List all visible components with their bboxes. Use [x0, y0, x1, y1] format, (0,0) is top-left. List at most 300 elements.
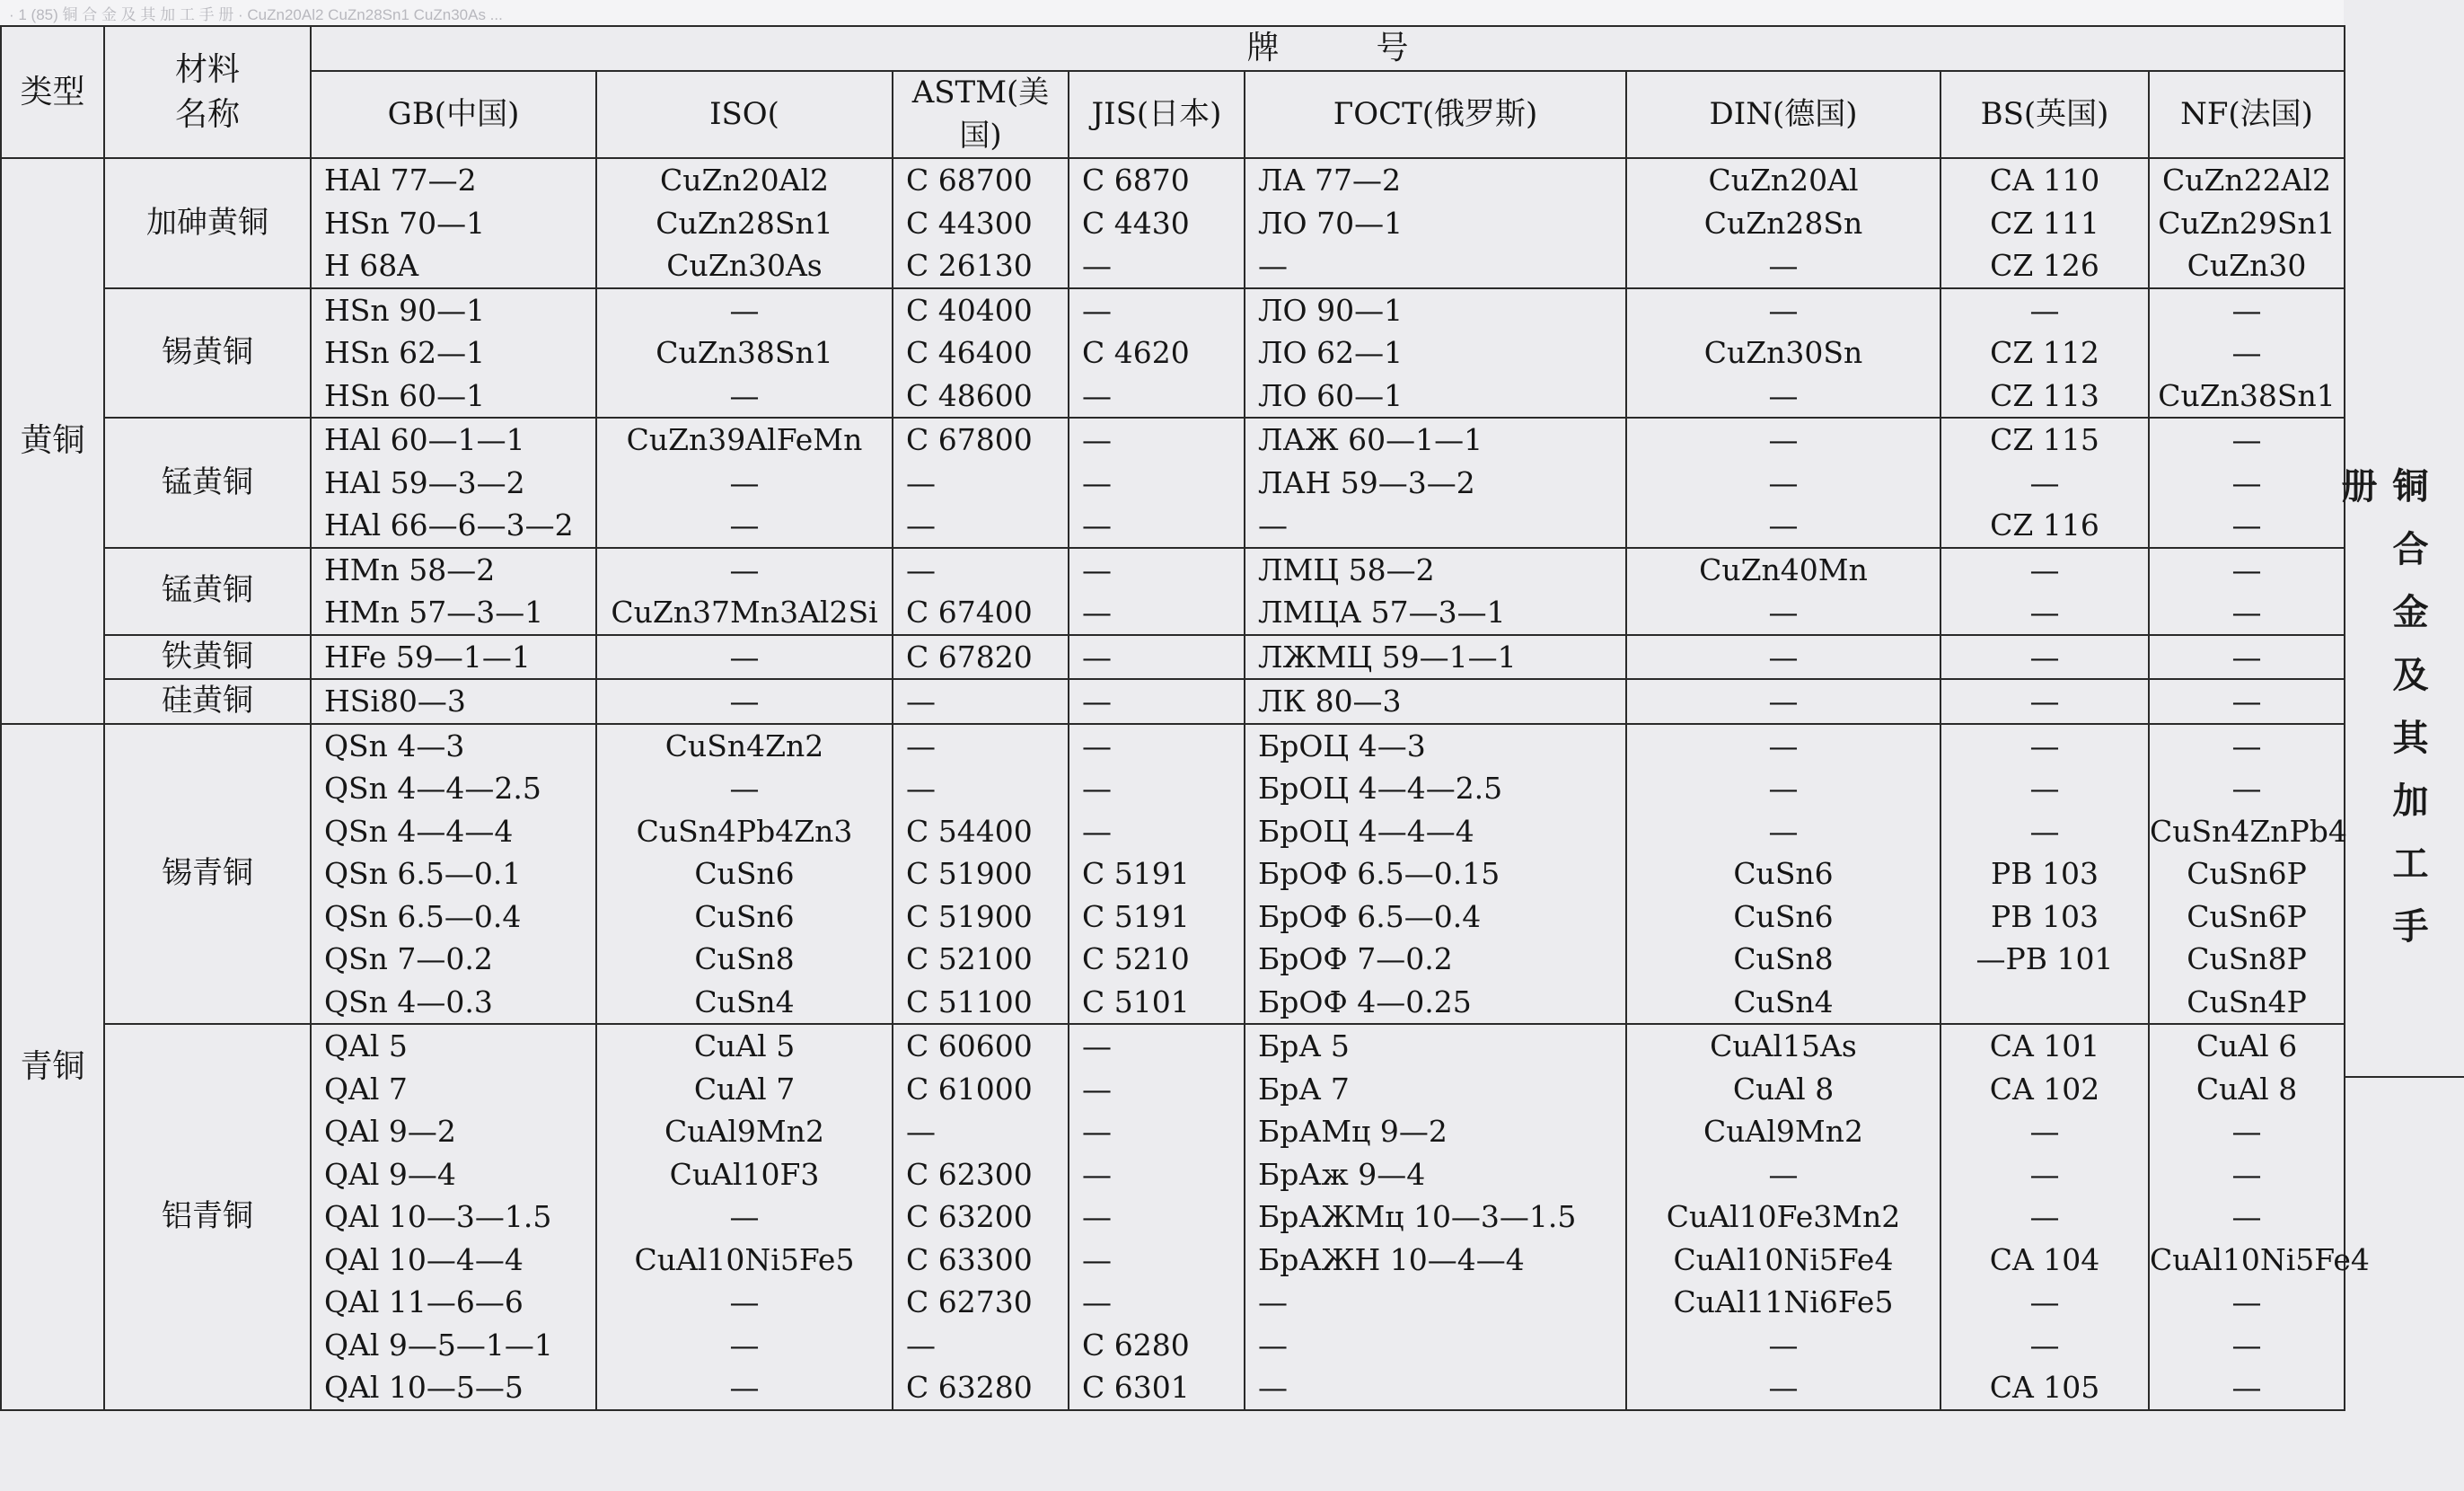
grade-value: — — [2029, 639, 2060, 675]
grade-value: C 51900 — [906, 856, 1033, 891]
grade-value: CuSn4Pb4Zn3 — [636, 813, 853, 849]
grade-value: — — [906, 771, 936, 806]
grade-value: C 46400 — [906, 335, 1033, 370]
grade-cell-1 — [596, 635, 893, 680]
grade-cell-4 — [1245, 418, 1626, 548]
grade-cell-0 — [311, 288, 596, 419]
grade-value: CuAl10Ni5Fe4 — [2150, 1241, 2370, 1277]
grade-value: QSn 4—0.3 — [324, 984, 493, 1019]
grade-value: — — [729, 292, 760, 328]
grade-value: — — [2231, 335, 2262, 370]
grade-value: HAl 60—1—1 — [324, 422, 525, 457]
grade-value: QAl 9—5—1—1 — [324, 1327, 553, 1363]
grade-value: БрАЖМц 10—3—1.5 — [1258, 1199, 1577, 1234]
grade-value: ЛО 70—1 — [1258, 205, 1404, 241]
grade-value: — — [1768, 595, 1799, 630]
grade-value: QSn 4—3 — [324, 728, 465, 763]
grade-value: CuAl9Mn2 — [1703, 1114, 1863, 1149]
grade-value: C 6280 — [1082, 1327, 1190, 1363]
grade-cell-3 — [1069, 158, 1245, 288]
grade-value: — — [1082, 813, 1112, 849]
grade-value: C 5191 — [1082, 856, 1190, 891]
grade-value: HMn 57—3—1 — [324, 595, 544, 630]
grade-cell-6 — [1940, 288, 2149, 419]
grade-value: CZ 111 — [1990, 205, 2099, 241]
grade-value: — — [2029, 813, 2060, 849]
grade-value: — — [2029, 1327, 2060, 1363]
grade-value: CuZn38Sn1 — [2158, 377, 2336, 413]
grade-value: CuSn4 — [694, 984, 795, 1019]
grade-value: — — [2029, 551, 2060, 587]
grade-value: — — [2231, 1327, 2262, 1363]
grade-value: C 5191 — [1082, 898, 1190, 934]
grade-cell-0 — [311, 1024, 596, 1410]
grade-value: — — [1082, 464, 1112, 500]
grade-value: —PB 101 — [1976, 941, 2114, 976]
grade-cell-3 — [1069, 288, 1245, 419]
grade-cell-4 — [1245, 724, 1626, 1025]
grade-value: HAl 66—6—3—2 — [324, 507, 574, 543]
grade-value: CuZn20Al2 — [659, 163, 830, 198]
grade-value: QAl 10—3—1.5 — [324, 1199, 552, 1234]
grade-value: — — [1082, 1284, 1112, 1319]
grade-cell-2 — [893, 548, 1069, 635]
grade-value: — — [729, 771, 760, 806]
grade-value: HFe 59—1—1 — [324, 639, 531, 675]
grade-cell-1 — [596, 548, 893, 635]
grade-cell-0 — [311, 635, 596, 680]
grade-value: — — [1768, 728, 1799, 763]
grade-cell-7 — [2149, 418, 2345, 548]
grade-value: — — [1082, 684, 1112, 719]
grade-value: БрА 5 — [1258, 1028, 1350, 1063]
grade-value: QAl 11—6—6 — [324, 1284, 524, 1319]
grade-value: CuZn40Mn — [1699, 551, 1868, 587]
grade-cell-4 — [1245, 548, 1626, 635]
alloy-grade-comparison-table — [0, 25, 2370, 1411]
grade-value: HAl 59—3—2 — [324, 464, 525, 500]
grade-cell-7 — [2149, 288, 2345, 419]
grade-value: — — [2029, 1284, 2060, 1319]
grade-cell-7 — [2149, 1024, 2370, 1410]
grade-cell-0 — [311, 724, 596, 1025]
grade-value: ЛЖМЦ 59—1—1 — [1258, 639, 1517, 675]
standard-header-1: ISO( — [596, 71, 893, 158]
grade-value: C 44300 — [906, 205, 1033, 241]
grade-cell-5 — [1626, 158, 1940, 288]
grade-value: — — [2231, 507, 2262, 543]
grade-value: БрОЦ 4—3 — [1258, 728, 1426, 763]
grade-value: — — [1258, 248, 1288, 283]
grade-value: БрОФ 4—0.25 — [1258, 984, 1472, 1019]
grade-value: — — [1082, 728, 1112, 763]
grade-cell-6 — [1940, 1024, 2149, 1410]
grade-value: CuSn6 — [1733, 898, 1834, 934]
grade-header: 牌 号 — [311, 26, 2345, 71]
grade-value: — — [2231, 595, 2262, 630]
grade-cell-7 — [2149, 724, 2345, 1025]
grade-cell-4 — [1245, 679, 1626, 724]
grade-value: — — [1082, 595, 1112, 630]
grade-cell-2 — [893, 158, 1069, 288]
grade-value: БрОЦ 4—4—4 — [1258, 813, 1474, 849]
grade-value: — — [906, 1114, 936, 1149]
grade-value: C 51100 — [906, 984, 1033, 1019]
material-group-row — [1, 679, 2345, 724]
grade-cell-5 — [1626, 679, 1940, 724]
grade-value: C 4620 — [1082, 335, 1190, 370]
grade-value: CuSn4P — [2187, 984, 2307, 1019]
grade-value: — — [1082, 1071, 1112, 1107]
grade-value: — — [1768, 639, 1799, 675]
grade-value: БрОЦ 4—4—2.5 — [1258, 771, 1503, 806]
grade-value: QAl 9—4 — [324, 1156, 456, 1192]
grade-value: — — [1082, 377, 1112, 413]
grade-cell-1 — [596, 679, 893, 724]
grade-value: PB 103 — [1991, 898, 2099, 934]
grade-value: — — [1258, 1370, 1288, 1405]
grade-value: — — [1082, 551, 1112, 587]
grade-value: — — [1258, 1327, 1288, 1363]
grade-value: C 67400 — [906, 595, 1033, 630]
grade-value: — — [2231, 1199, 2262, 1234]
grade-value: — — [729, 639, 760, 675]
grade-value: CuZn28Sn — [1703, 205, 1863, 241]
grade-value: — — [2231, 1114, 2262, 1149]
grade-value: H 68A — [324, 248, 419, 283]
standard-header-2: ASTM(美国) — [893, 71, 1069, 158]
grade-value: — — [906, 1327, 936, 1363]
grade-cell-6 — [1940, 635, 2149, 680]
grade-value: HSn 70—1 — [324, 205, 486, 241]
grade-value: — — [729, 507, 760, 543]
grade-value: — — [729, 684, 760, 719]
grade-value: — — [1082, 1156, 1112, 1192]
grade-value: C 6870 — [1082, 163, 1190, 198]
grade-value: CuZn38Sn1 — [656, 335, 833, 370]
grade-value: CuZn37Mn3Al2Si — [611, 595, 878, 630]
top-margin-strip — [0, 0, 2344, 27]
grade-value: C 5101 — [1082, 984, 1190, 1019]
grade-value: CA 110 — [1989, 163, 2100, 198]
grade-value: CuSn8 — [1733, 941, 1834, 976]
grade-value: CuZn30 — [2187, 248, 2307, 283]
grade-value: QAl 5 — [324, 1028, 408, 1063]
grade-value: — — [1768, 1327, 1799, 1363]
grade-cell-4 — [1245, 635, 1626, 680]
standard-header-6: BS(英国) — [1940, 71, 2149, 158]
grade-value: — — [1082, 1241, 1112, 1277]
grade-value: C 26130 — [906, 248, 1033, 283]
material-name-cell: 铁黄铜 — [104, 635, 311, 680]
grade-value: C 63200 — [906, 1199, 1033, 1234]
standard-header-0: GB(中国) — [311, 71, 596, 158]
grade-value: ЛО 60—1 — [1258, 377, 1404, 413]
material-group-row — [1, 724, 2345, 1025]
grade-cell-2 — [893, 418, 1069, 548]
grade-value: C 40400 — [906, 292, 1033, 328]
grade-value: C 63280 — [906, 1370, 1033, 1405]
grade-value: C 52100 — [906, 941, 1033, 976]
grade-value: CA 104 — [1989, 1241, 2100, 1277]
grade-cell-7 — [2149, 679, 2345, 724]
grade-value: QSn 4—4—2.5 — [324, 771, 541, 806]
grade-value: — — [2029, 464, 2060, 500]
grade-cell-6 — [1940, 724, 2149, 1025]
grade-value: — — [2029, 728, 2060, 763]
grade-value: — — [906, 728, 936, 763]
material-name-cell: 硅黄铜 — [104, 679, 311, 724]
bleed-through-text: · 1 (85) 铜 合 金 及 其 加 工 手 册 · CuZn20Al2 CuZn28Sn1 CuZn30As ... — [9, 6, 503, 23]
table-body — [1, 158, 2370, 1410]
grade-value: ЛО 62—1 — [1258, 335, 1404, 370]
grade-value: — — [1082, 1114, 1112, 1149]
grade-value: — — [729, 377, 760, 413]
grade-value: CuAl15As — [1710, 1028, 1857, 1063]
grade-cell-7 — [2149, 635, 2345, 680]
grade-value: БрА 7 — [1258, 1071, 1350, 1107]
grade-value: CZ 116 — [1990, 507, 2099, 543]
grade-cell-0 — [311, 158, 596, 288]
material-name-cell: 加砷黄铜 — [104, 158, 311, 288]
grade-value: HMn 58—2 — [324, 551, 496, 587]
grade-value: ЛК 80—3 — [1258, 684, 1402, 719]
grade-value: БрОФ 6.5—0.15 — [1258, 856, 1500, 891]
grade-value: — — [729, 551, 760, 587]
grade-value: — — [1082, 771, 1112, 806]
grade-value: — — [1768, 248, 1799, 283]
grade-value: PB 103 — [1991, 856, 2099, 891]
grade-value: C 67800 — [906, 422, 1033, 457]
grade-value: — — [1768, 684, 1799, 719]
grade-value: — — [1258, 1284, 1288, 1319]
grade-cell-5 — [1626, 724, 1940, 1025]
grade-value: — — [1082, 422, 1112, 457]
grade-value: C 6301 — [1082, 1370, 1190, 1405]
grade-cell-1 — [596, 724, 893, 1025]
material-name-cell: 锡黄铜 — [104, 288, 311, 419]
grade-value: — — [1768, 1370, 1799, 1405]
grade-value: CuSn6 — [694, 856, 795, 891]
grade-value: CuAl10Ni5Fe5 — [634, 1241, 855, 1277]
grade-value: C 5210 — [1082, 941, 1190, 976]
grade-value: ЛАН 59—3—2 — [1258, 464, 1475, 500]
standard-header-7: NF(法国) — [2149, 71, 2345, 158]
grade-value: — — [2029, 292, 2060, 328]
standard-header-3: JIS(日本) — [1069, 71, 1245, 158]
grade-cell-1 — [596, 418, 893, 548]
grade-value: — — [729, 464, 760, 500]
grade-value: C 60600 — [906, 1028, 1033, 1063]
grade-value: — — [1768, 422, 1799, 457]
grade-cell-6 — [1940, 418, 2149, 548]
grade-value: C 4430 — [1082, 205, 1190, 241]
grade-value: QSn 6.5—0.4 — [324, 898, 522, 934]
grade-value: — — [1258, 507, 1288, 543]
grade-value: C 61000 — [906, 1071, 1033, 1107]
grade-value: CA 102 — [1989, 1071, 2100, 1107]
grade-value: — — [2231, 551, 2262, 587]
material-group-row — [1, 158, 2345, 288]
grade-cell-7 — [2149, 158, 2345, 288]
grade-value: C 67820 — [906, 639, 1033, 675]
grade-cell-3 — [1069, 548, 1245, 635]
grade-cell-4 — [1245, 158, 1626, 288]
grade-value: CZ 112 — [1990, 335, 2099, 370]
grade-value: — — [2029, 1199, 2060, 1234]
grade-cell-2 — [893, 635, 1069, 680]
grade-value: — — [729, 1370, 760, 1405]
grade-value: — — [2029, 1156, 2060, 1192]
grade-value: C 62300 — [906, 1156, 1033, 1192]
grade-value: CuAl 5 — [693, 1028, 796, 1063]
grade-value: БрОФ 6.5—0.4 — [1258, 898, 1482, 934]
grade-cell-5 — [1626, 548, 1940, 635]
grade-value: CuZn30As — [666, 248, 823, 283]
grade-value: — — [2231, 422, 2262, 457]
grade-value: — — [2029, 771, 2060, 806]
grade-value: CuSn6 — [1733, 856, 1834, 891]
grade-value: HSi80—3 — [324, 684, 466, 719]
grade-cell-3 — [1069, 679, 1245, 724]
grade-value: QAl 7 — [324, 1071, 408, 1107]
grade-value: ЛАЖ 60—1—1 — [1258, 422, 1483, 457]
grade-value: — — [1082, 292, 1112, 328]
grade-cell-6 — [1940, 548, 2149, 635]
grade-value: CA 101 — [1989, 1028, 2100, 1063]
grade-value: БрАМц 9—2 — [1258, 1114, 1448, 1149]
grade-value: CuSn4 — [1733, 984, 1834, 1019]
grade-value: CuAl10Fe3Mn2 — [1666, 1199, 1901, 1234]
grade-value: — — [2231, 639, 2262, 675]
grade-cell-1 — [596, 158, 893, 288]
grade-value: QAl 9—2 — [324, 1114, 456, 1149]
grade-value: — — [1768, 507, 1799, 543]
book-title-vertical: 铜合金及其加工手册 — [2336, 467, 2429, 970]
grade-value: CZ 115 — [1990, 422, 2099, 457]
grade-value: CuZn20Al — [1708, 163, 1859, 198]
grade-value: HSn 62—1 — [324, 335, 486, 370]
grade-value: — — [1082, 248, 1112, 283]
grade-cell-0 — [311, 679, 596, 724]
grade-value: — — [1768, 813, 1799, 849]
grade-value: ЛМЦА 57—3—1 — [1258, 595, 1506, 630]
grade-cell-7 — [2149, 548, 2345, 635]
grade-value: C 51900 — [906, 898, 1033, 934]
grade-value: — — [1082, 1028, 1112, 1063]
material-group-row — [1, 288, 2345, 419]
grade-value — [1941, 981, 2148, 1024]
grade-cell-6 — [1940, 158, 2149, 288]
grade-value: — — [729, 1327, 760, 1363]
grade-value: ЛМЦ 58—2 — [1258, 551, 1435, 587]
grade-value: C 48600 — [906, 377, 1033, 413]
grade-value: CuZn29Sn1 — [2158, 205, 2336, 241]
material-name-cell: 锡青铜 — [104, 724, 311, 1025]
grade-value: CuZn28Sn1 — [656, 205, 833, 241]
grade-cell-1 — [596, 1024, 893, 1410]
grade-value: — — [2231, 464, 2262, 500]
grade-cell-3 — [1069, 724, 1245, 1025]
grade-value: — — [2231, 1156, 2262, 1192]
grade-value: — — [906, 551, 936, 587]
material-name-cell: 铝青铜 — [104, 1024, 311, 1410]
margin-rule — [2344, 1076, 2464, 1078]
grade-value: CuAl 8 — [2196, 1071, 2298, 1107]
grade-cell-5 — [1626, 418, 1940, 548]
grade-value: — — [729, 1284, 760, 1319]
grade-value: C 63300 — [906, 1241, 1033, 1277]
grade-value: — — [1768, 464, 1799, 500]
grade-cell-0 — [311, 418, 596, 548]
grade-value: CuSn6P — [2187, 856, 2307, 891]
material-group-row — [1, 635, 2345, 680]
standards-header-row — [1, 71, 2345, 158]
grade-value: CZ 113 — [1990, 377, 2099, 413]
grade-value: HAl 77—2 — [324, 163, 477, 198]
type-cell: 黄铜 — [1, 158, 104, 724]
grade-value: CuAl9Mn2 — [664, 1114, 824, 1149]
grade-value: HSn 60—1 — [324, 377, 486, 413]
grade-cell-2 — [893, 724, 1069, 1025]
grade-cell-4 — [1245, 288, 1626, 419]
grade-cell-5 — [1626, 635, 1940, 680]
grade-value: БрАж 9—4 — [1258, 1156, 1426, 1192]
grade-value: — — [1768, 771, 1799, 806]
grade-value: CuZn39AlFeMn — [626, 422, 863, 457]
grade-cell-5 — [1626, 288, 1940, 419]
grade-value: — — [2231, 684, 2262, 719]
grade-value: CuSn6 — [694, 898, 795, 934]
grade-cell-3 — [1069, 1024, 1245, 1410]
grade-cell-1 — [596, 288, 893, 419]
header-row-1 — [1, 26, 2345, 71]
grade-cell-3 — [1069, 418, 1245, 548]
grade-value: — — [1768, 377, 1799, 413]
grade-value: БрОФ 7—0.2 — [1258, 941, 1453, 976]
grade-value: CuAl10F3 — [669, 1156, 820, 1192]
grade-value: QSn 6.5—0.1 — [324, 856, 522, 891]
grade-cell-6 — [1940, 679, 2149, 724]
grade-value: — — [1082, 1199, 1112, 1234]
grade-value: — — [1082, 639, 1112, 675]
grade-value: C 68700 — [906, 163, 1033, 198]
grade-value: CuAl 6 — [2196, 1028, 2298, 1063]
type-cell: 青铜 — [1, 724, 104, 1410]
grade-value: — — [1768, 1156, 1799, 1192]
grade-value: БрАЖН 10—4—4 — [1258, 1241, 1525, 1277]
grade-value: CuSn8 — [694, 941, 795, 976]
grade-value: — — [2231, 728, 2262, 763]
grade-value: — — [2231, 292, 2262, 328]
grade-cell-2 — [893, 1024, 1069, 1410]
material-name-header: 材料 名称 — [104, 26, 311, 158]
grade-value: — — [2029, 1114, 2060, 1149]
grade-value: — — [2231, 1370, 2262, 1405]
grade-value: ЛА 77—2 — [1258, 163, 1402, 198]
standard-header-5: DIN(德国) — [1626, 71, 1940, 158]
grade-value: CuSn6P — [2187, 898, 2307, 934]
grade-value: CuZn30Sn — [1703, 335, 1863, 370]
grade-value: — — [2231, 1284, 2262, 1319]
grade-cell-3 — [1069, 635, 1245, 680]
grade-value: — — [2029, 595, 2060, 630]
grade-value: — — [906, 507, 936, 543]
material-name-cell: 锰黄铜 — [104, 548, 311, 635]
grade-cell-4 — [1245, 1024, 1626, 1410]
grade-value: CuSn4Zn2 — [664, 728, 824, 763]
grade-value: CuAl11Ni6Fe5 — [1673, 1284, 1894, 1319]
